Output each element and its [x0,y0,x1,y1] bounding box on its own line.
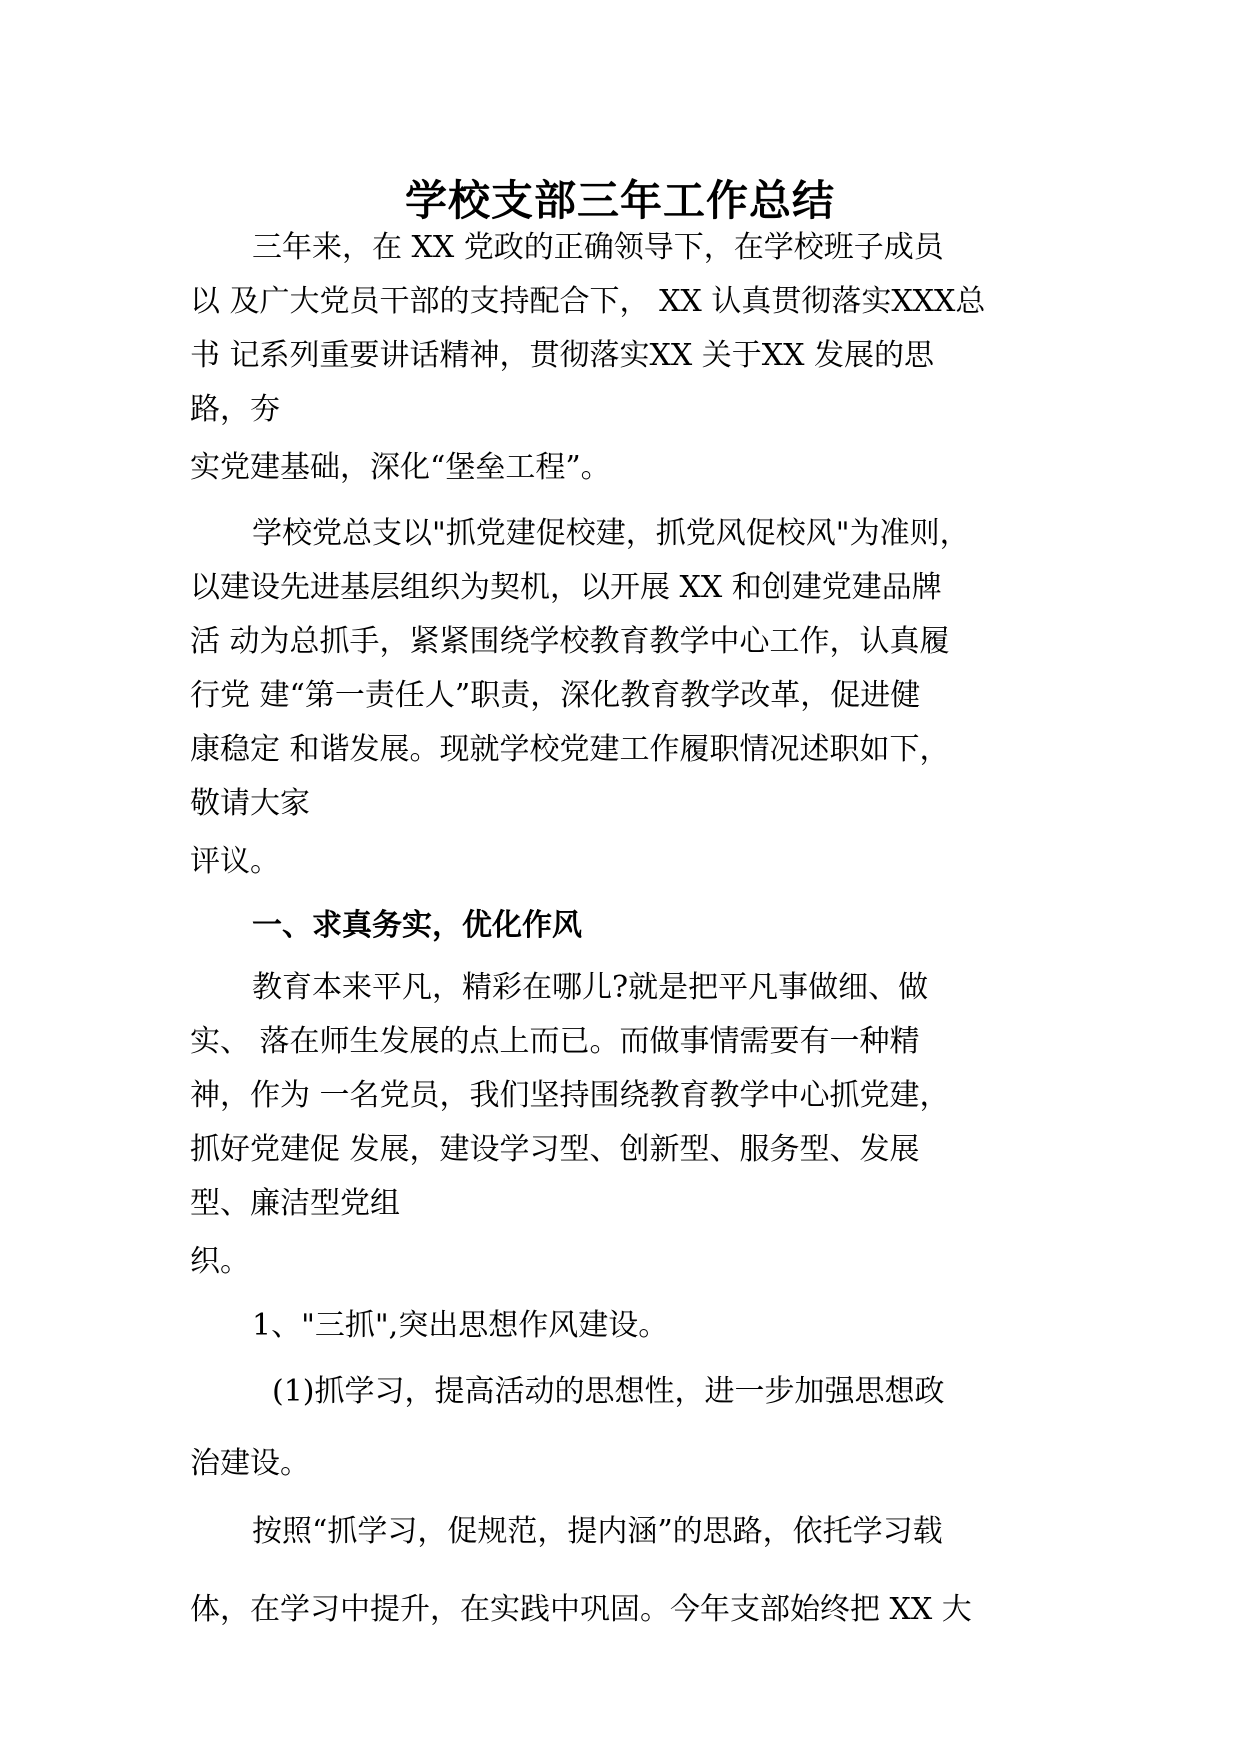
paragraph-line: 三年来，在 XX 党政的正确领导下，在学校班子成员 [252,230,944,265]
subsection-item: (1)抓学习，提高活动的思想性，进一步加强思想政 [272,1374,945,1409]
paragraph-line: 学校党总支以"抓党建促校建，抓党风促校风"为准则， [252,516,970,551]
paragraph-line: 康稳定 和谐发展。现就学校党建工作履职情况述职如下， [190,732,950,767]
paragraph-line: 敬请大家 [190,786,310,821]
paragraph-line: 神，作为 一名党员，我们坚持围绕教育教学中心抓党建， [190,1078,950,1113]
section-heading: 一、求真务实，优化作风 [252,908,582,943]
document-title: 学校支部三年工作总结 [404,176,835,225]
paragraph-line: 体，在学习中提升，在实践中巩固。今年支部始终把 XX 大 [190,1592,972,1627]
paragraph-line: 以 及广大党员干部的支持配合下， XX 认真贯彻落实XXX总 [190,284,986,319]
paragraph-line: 抓好党建促 发展，建设学习型、创新型、服务型、发展 [190,1132,920,1167]
paragraph-line: 行党 建“第一责任人”职责，深化教育教学改革，促进健 [190,678,921,713]
paragraph-line: 教育本来平凡，精彩在哪儿?就是把平凡事做细、做 [252,970,929,1005]
paragraph-line: 按照“抓学习，促规范，提内涵”的思路，依托学习载 [252,1514,943,1549]
paragraph-line: 评议。 [190,844,280,879]
paragraph-line: 以建设先进基层组织为契机，以开展 XX 和创建党建品牌 [190,570,942,605]
paragraph-line: 书 记系列重要讲话精神，贯彻落实XX 关于XX 发展的思 [190,338,935,373]
paragraph-line: 实党建基础，深化“堡垒工程”。 [190,450,611,485]
paragraph-line: 实、 落在师生发展的点上而已。而做事情需要有一种精 [190,1024,920,1059]
paragraph-line: 治建设。 [190,1446,310,1481]
subsection-heading: 1、"三抓",突出思想作风建设。 [252,1308,669,1343]
paragraph-line: 路，夯 [190,392,280,427]
paragraph-line: 织。 [190,1244,250,1279]
paragraph-line: 型、廉洁型党组 [190,1186,400,1221]
paragraph-line: 活 动为总抓手，紧紧围绕学校教育教学中心工作，认真履 [190,624,950,659]
